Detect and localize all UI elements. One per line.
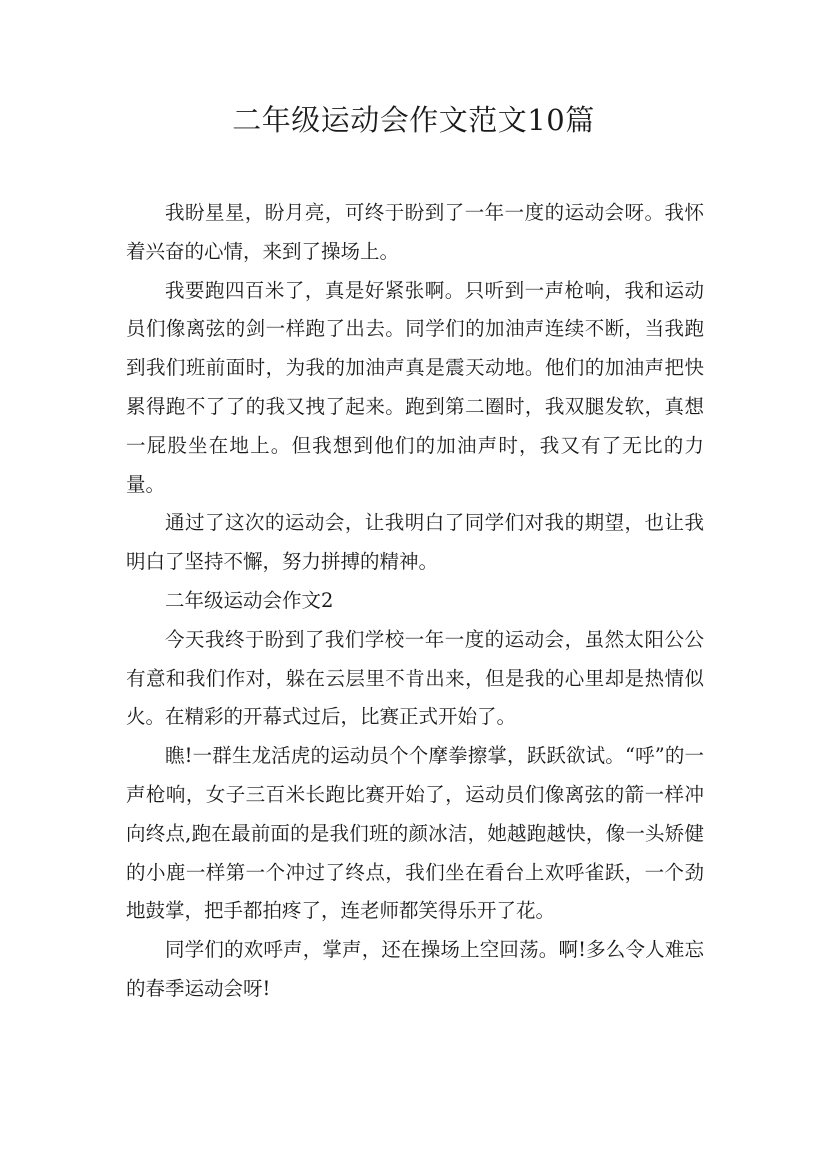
document-body (126, 194, 704, 1009)
paragraph: 我要跑四百米了，真是好紧张啊。只听到一声枪响，我和运动员们像离弦的剑一样跑了出去。同学们的加油声连续不断，当我跑到我们班前面时，为我的加油声真是震天动地。他们的加油声把快累得跑不了了的我又拽了起来。跑到第二圈时，我双腿发软，真想一屁股坐在地上。但我想到他们的加油声时，我又有了无比的力量。 (126, 278, 704, 496)
document-title: 二年级运动会作文范文10篇 (232, 103, 595, 137)
paragraph: 今天我终于盼到了我们学校一年一度的运动会，虽然太阳公公有意和我们作对，躲在云层里不肯出来，但是我的心里却是热情似火。在精彩的开幕式过后，比赛正式开始了。 (126, 627, 704, 729)
paragraph: 我盼星星，盼月亮，可终于盼到了一年一度的运动会呀。我怀着兴奋的心情，来到了操场上。 (126, 201, 704, 263)
paragraph: 同学们的欢呼声，掌声，还在操场上空回荡。啊!多么令人难忘的春季运动会呀! (126, 938, 704, 1000)
paragraph: 瞧!一群生龙活虎的运动员个个摩拳擦掌，跃跃欲试。“呼”的一声枪响，女子三百米长跑比赛开始了，运动员们像离弦的箭一样冲向终点,跑在最前面的是我们班的颜冰洁，她越跑越快，像一头矫健的小鹿一样第一个冲过了终点，我们坐在看台上欢呼雀跃，一个劲地鼓掌，把手都拍疼了，连老师都笑得乐开了花。 (126, 744, 704, 923)
paragraph: 通过了这次的运动会，让我明白了同学们对我的期望，也让我明白了坚持不懈，努力拼搏的精神。 (126, 511, 704, 574)
section-heading: 二年级运动会作文2 (165, 588, 334, 612)
